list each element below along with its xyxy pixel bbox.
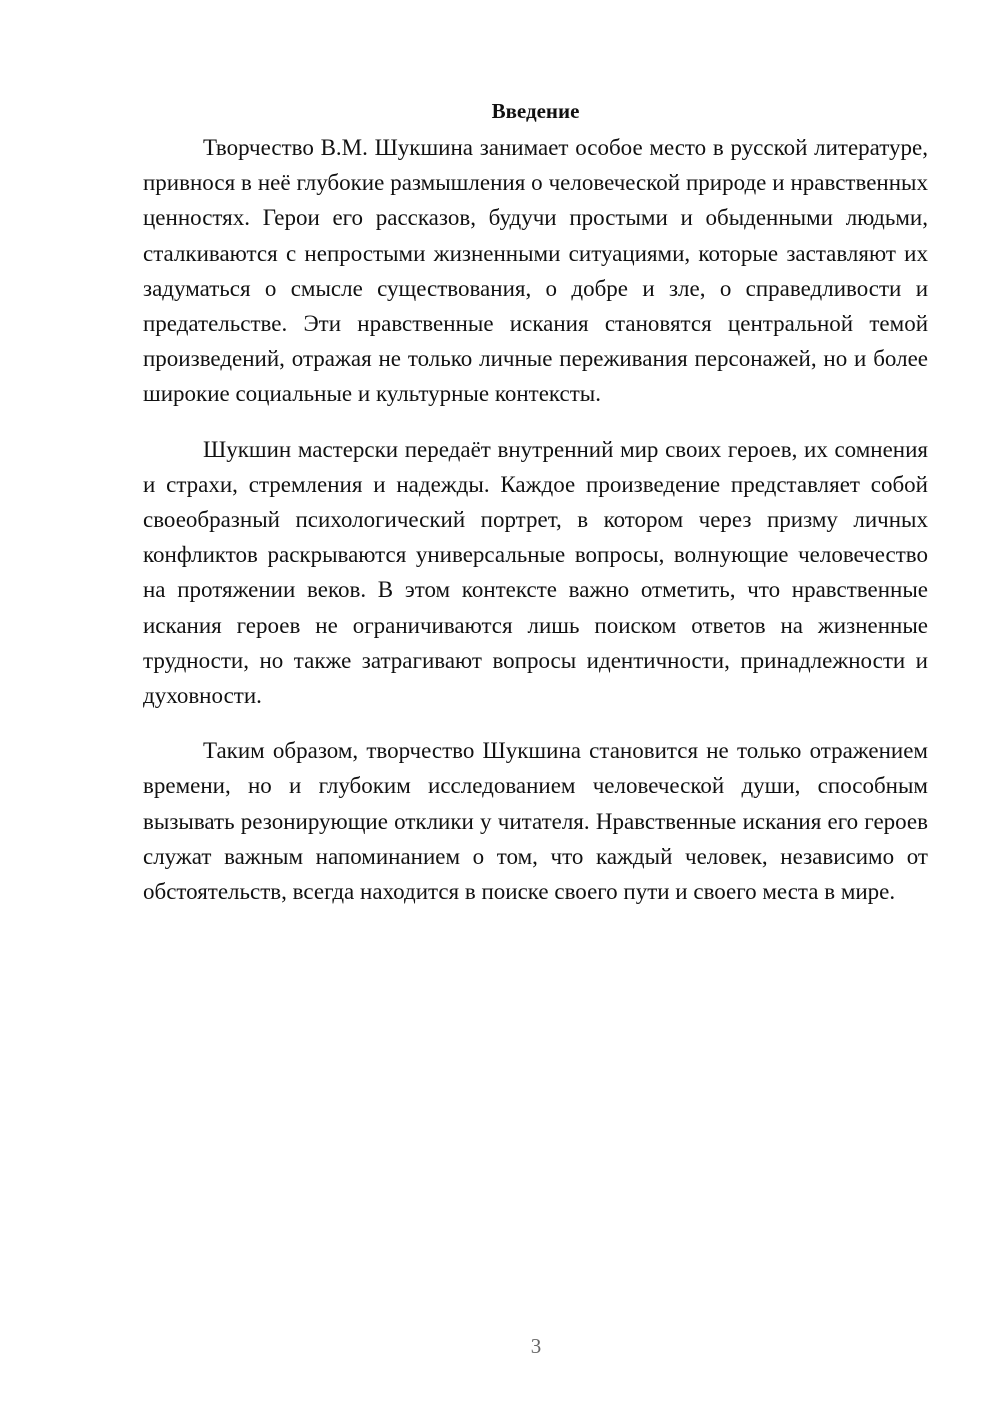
section-heading: Введение (491, 99, 580, 123)
page-number: 3 (530, 1334, 542, 1358)
paragraph-2: Шукшин мастерски передаёт внутренний мир своих героев, их сомнения и страхи, стремления и надежды. Каждое произведение представляет собой своеобразный психологический портрет, в котором через призму личных конфликтов раскрываются универсальные вопросы, волнующие человечество на протяжении веков. В этом контексте важно отметить, что нравственные искания героев не ограничиваются лишь поиском ответов на жизненные трудности, но также затрагивают вопросы идентичности, принадлежности и духовности. (143, 436, 928, 709)
page-content (143, 96, 928, 909)
paragraph-3: Таким образом, творчество Шукшина становится не только отражением времени, но и глубоким исследованием человеческой души, способным вызывать резонирующие отклики у читателя. Нравственные искания его героев служат важным напоминанием о том, что каждый человек, независимо от обстоятельств, всегда находится в поиске своего пути и своего места в мире. (143, 738, 928, 905)
paragraph-1: Творчество В.М. Шукшина занимает особое место в русской литературе, привнося в неё глубокие размышления о человеческой природе и нравственных ценностях. Герои его рассказов, будучи простыми и обыденными людьми, сталкиваются с непростыми жизненными ситуациями, которые заставляют их задуматься о смысле существования, о добре и зле, о справедливости и предательстве. Эти нравственные искания становятся центральной темой произведений, отражая не только личные переживания персонажей, но и более широкие социальные и культурные контексты. (143, 135, 928, 407)
